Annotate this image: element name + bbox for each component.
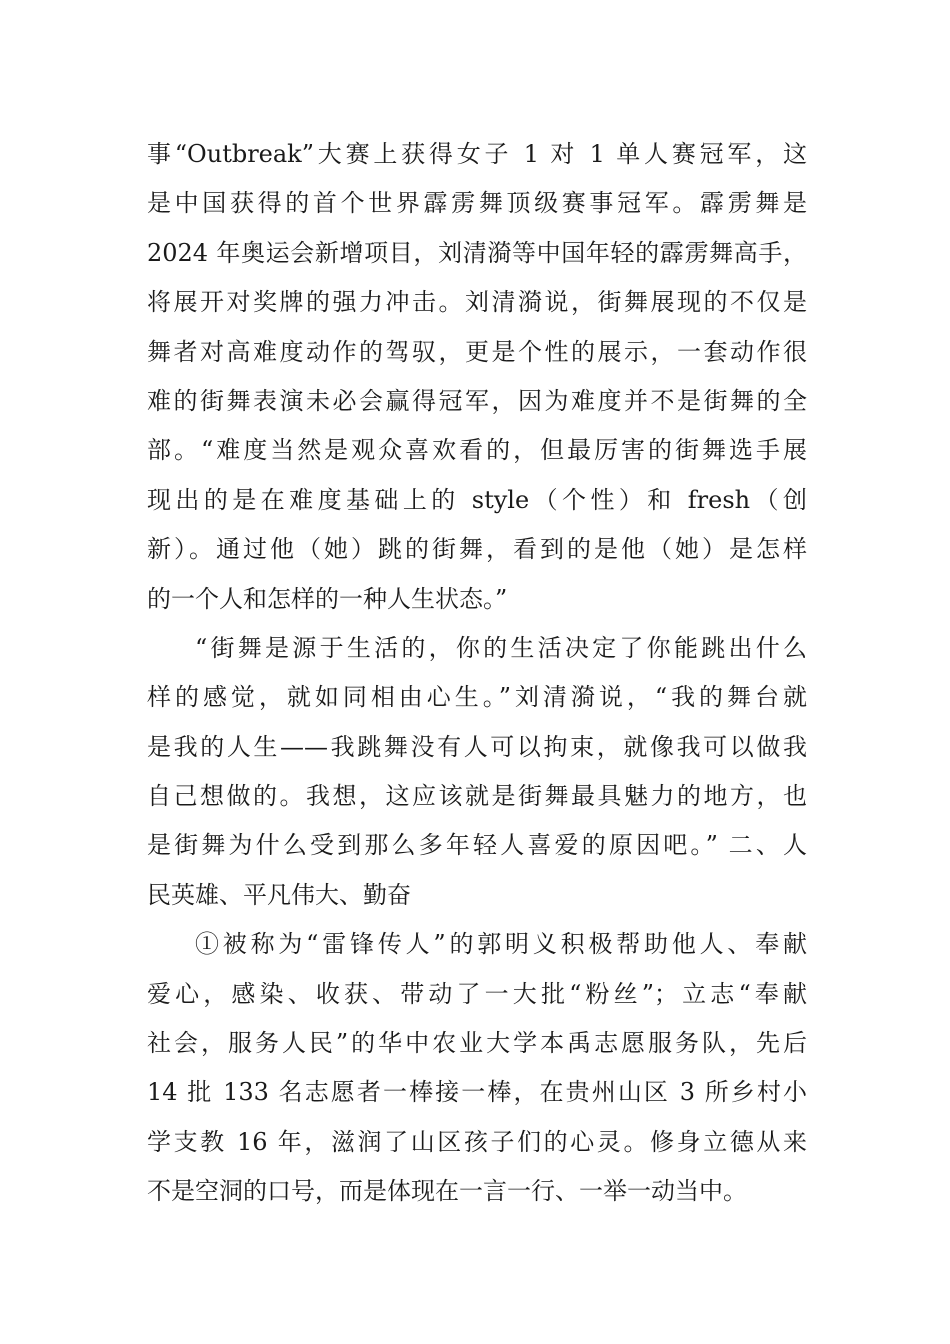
paragraph-1 xyxy=(147,130,807,624)
text-line: 事“Outbreak”大赛上获得女子 1 对 1 单人赛冠军，这 xyxy=(147,140,807,168)
text-line: 社会，服务人民”的华中农业大学本禹志愿服务队，先后 xyxy=(147,1029,807,1058)
document-body xyxy=(147,130,807,1217)
text-line: 是中国获得的首个世界霹雳舞顶级赛事冠军。霹雳舞是 xyxy=(147,189,807,218)
text-line: 将展开对奖牌的强力冲击。刘清漪说，街舞展现的不仅是 xyxy=(147,288,807,317)
text-line: 样的感觉，就如同相由心生。”刘清漪说，“我的舞台就 xyxy=(147,683,807,712)
text-line: 的一个人和怎样的一种人生状态。” xyxy=(147,584,508,613)
text-line: 学支教 16 年，滋润了山区孩子们的心灵。修身立德从来 xyxy=(147,1127,807,1156)
text-line: 爱心，感染、收获、带动了一大批“粉丝”；立志“奉献 xyxy=(147,979,807,1008)
text-line: 不是空洞的口号，而是体现在一言一行、一举一动当中。 xyxy=(147,1177,747,1206)
text-line: “街舞是源于生活的，你的生活决定了你能跳出什么 xyxy=(195,633,807,662)
text-line: 是我的人生——我跳舞没有人可以拘束，就像我可以做我 xyxy=(147,732,807,761)
text-line: 是街舞为什么受到那么多年轻人喜爱的原因吧。” 二、人 xyxy=(147,831,807,860)
text-line: 2024 年奥运会新增项目，刘清漪等中国年轻的霹雳舞高手， xyxy=(147,238,807,267)
text-line: 新）。通过他（她）跳的街舞，看到的是他（她）是怎样 xyxy=(147,535,807,564)
paragraph-2 xyxy=(147,624,807,920)
text-line: 14 批 133 名志愿者一棒接一棒，在贵州山区 3 所乡村小 xyxy=(147,1078,807,1107)
text-line: ①被称为“雷锋传人”的郭明义积极帮助他人、奉献 xyxy=(195,930,807,959)
text-line: 舞者对高难度动作的驾驭，更是个性的展示，一套动作很 xyxy=(147,337,807,366)
text-line: 部。“难度当然是观众喜欢看的，但最厉害的街舞选手展 xyxy=(147,436,807,465)
text-line: 自己想做的。我想，这应该就是街舞最具魅力的地方，也 xyxy=(147,782,807,811)
text-line: 民英雄、平凡伟大、勤奋 xyxy=(147,880,411,909)
text-line: 难的街舞表演未必会赢得冠军，因为难度并不是街舞的全 xyxy=(147,386,807,415)
text-line: 现出的是在难度基础上的 style（个性）和 fresh（创 xyxy=(147,485,807,514)
paragraph-3 xyxy=(147,920,807,1216)
